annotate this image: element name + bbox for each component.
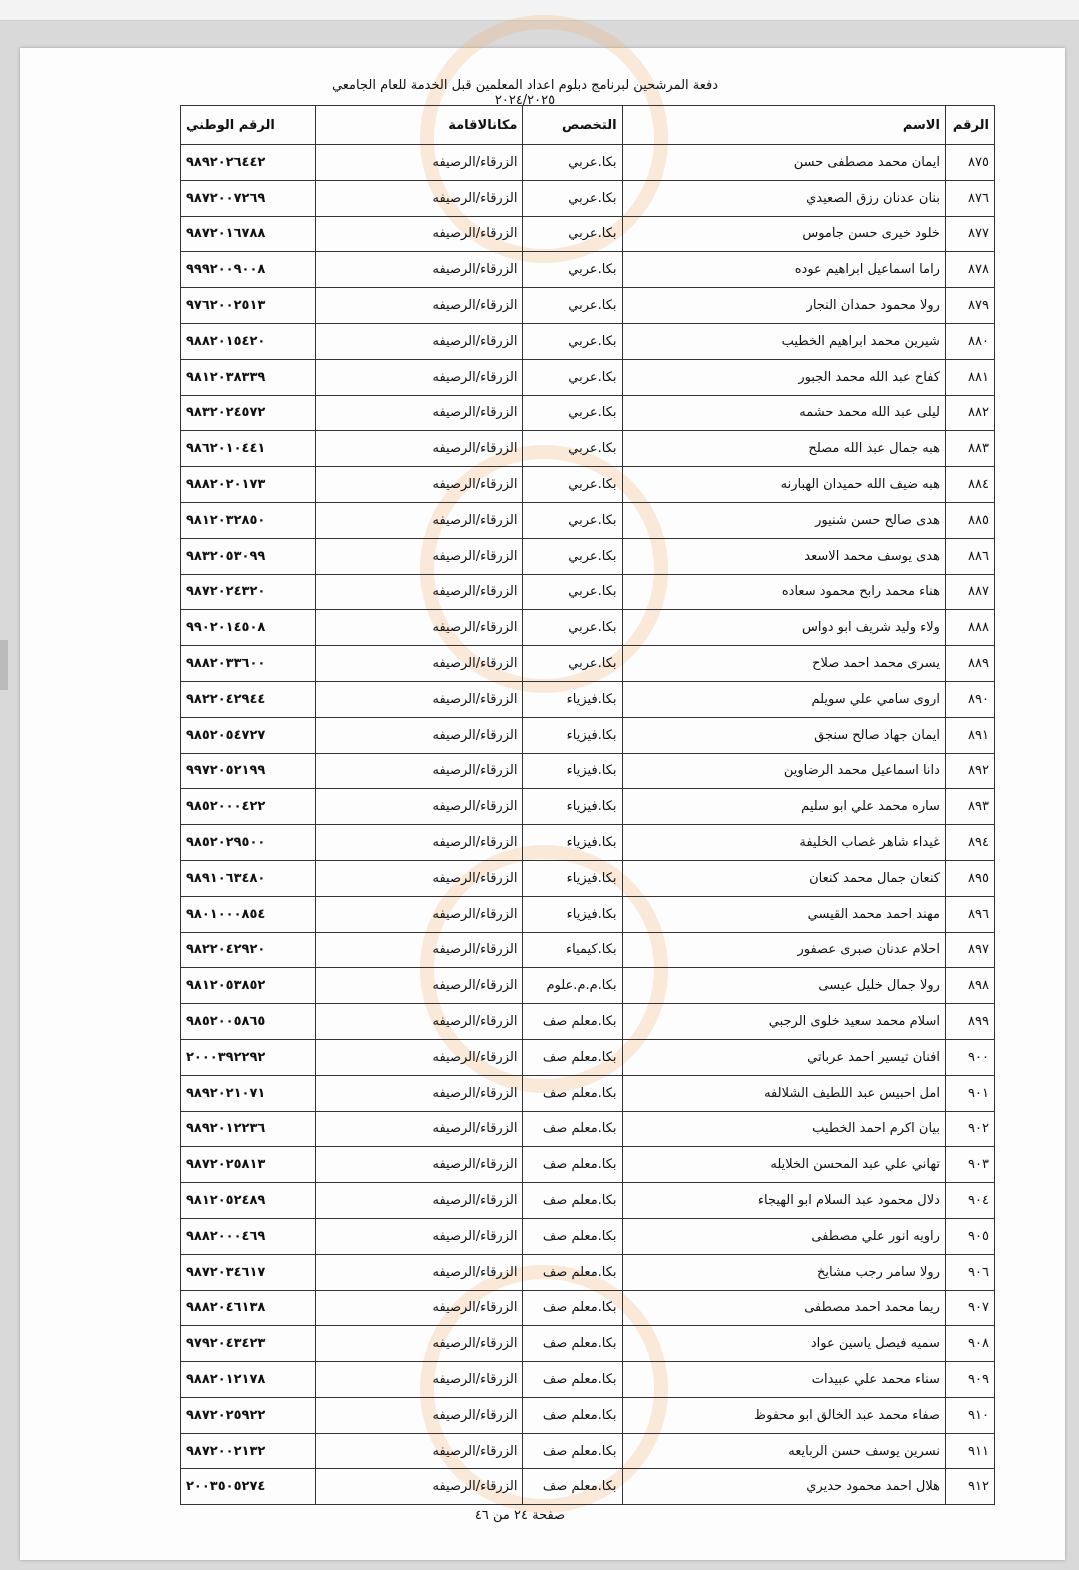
residence: الزرقاء/الرصيفه <box>316 216 523 252</box>
national-id: ٩٨٧٢٠٠٧٢٦٩ <box>181 180 316 216</box>
residence: الزرقاء/الرصيفه <box>316 1326 523 1362</box>
row-number: ٨٧٥ <box>945 145 994 181</box>
national-id: ٩٩٩٢٠٠٩٠٠٨ <box>181 252 316 288</box>
row-number: ٩٠٢ <box>945 1111 994 1147</box>
table-row <box>181 681 995 717</box>
national-id: ٩٨٨٢٠٠٠٤٦٩ <box>181 1218 316 1254</box>
candidate-name: ريما محمد احمد مصطفى <box>622 1290 945 1326</box>
specialty: بكا.كيمياء <box>523 932 622 968</box>
national-id: ٩٩٧٢٠٥٢١٩٩ <box>181 753 316 789</box>
specialty: بكا.فيزياء <box>523 789 622 825</box>
candidate-name: كفاح عبد الله محمد الجبور <box>622 359 945 395</box>
candidate-name: ايمان محمد مصطفى حسن <box>622 145 945 181</box>
residence: الزرقاء/الرصيفه <box>316 145 523 181</box>
national-id: ٩٨١٢٠٣٢٨٥٠ <box>181 502 316 538</box>
residence: الزرقاء/الرصيفه <box>316 574 523 610</box>
residence: الزرقاء/الرصيفه <box>316 538 523 574</box>
viewer-side-handle[interactable] <box>0 640 8 690</box>
row-number: ٩٠٠ <box>945 1039 994 1075</box>
specialty: بكا.عربي <box>523 288 622 324</box>
table-row <box>181 538 995 574</box>
candidate-name: بنان عدنان رزق الصعيدي <box>622 180 945 216</box>
residence: الزرقاء/الرصيفه <box>316 1111 523 1147</box>
candidate-name: غيداء شاهر غصاب الخليفة <box>622 825 945 861</box>
residence: الزرقاء/الرصيفه <box>316 323 523 359</box>
candidate-name: نسرين يوسف حسن الربايعه <box>622 1433 945 1469</box>
table-row <box>181 1075 995 1111</box>
national-id: ٩٨٩١٠٦٣٤٨٠ <box>181 860 316 896</box>
specialty: بكا.فيزياء <box>523 896 622 932</box>
national-id: ٩٨٩٢٠١٢٢٣٦ <box>181 1111 316 1147</box>
table-row <box>181 1397 995 1433</box>
table-row <box>181 860 995 896</box>
table-row <box>181 717 995 753</box>
table-row <box>181 896 995 932</box>
row-number: ٨٩٣ <box>945 789 994 825</box>
table-row <box>181 1111 995 1147</box>
national-id: ٩٨٢٢٠٤٢٩٢٠ <box>181 932 316 968</box>
candidate-name: اروى سامي علي سويلم <box>622 681 945 717</box>
national-id: ٩٨٨٢٠٤٦١٣٨ <box>181 1290 316 1326</box>
candidates-table <box>180 105 995 1505</box>
table-row <box>181 502 995 538</box>
row-number: ٨٧٨ <box>945 252 994 288</box>
row-number: ٨٩٧ <box>945 932 994 968</box>
specialty: بكا.فيزياء <box>523 753 622 789</box>
row-number: ٨٨٦ <box>945 538 994 574</box>
candidate-name: رولا سامر رجب مشايخ <box>622 1254 945 1290</box>
specialty: بكا.عربي <box>523 180 622 216</box>
candidate-name: ساره محمد علي ابو سليم <box>622 789 945 825</box>
row-number: ٩٠٦ <box>945 1254 994 1290</box>
table-row <box>181 323 995 359</box>
specialty: بكا.عربي <box>523 431 622 467</box>
candidate-name: هدى صالح حسن شنيور <box>622 502 945 538</box>
candidate-name: رولا محمود حمدان النجار <box>622 288 945 324</box>
national-id: ٩٨٧٢٠٢٥٨١٣ <box>181 1147 316 1183</box>
table-row <box>181 574 995 610</box>
candidate-name: راويه انور علي مصطفى <box>622 1218 945 1254</box>
residence: الزرقاء/الرصيفه <box>316 753 523 789</box>
row-number: ٩١٠ <box>945 1397 994 1433</box>
national-id: ٩٨٥٢٠٥٤٧٢٧ <box>181 717 316 753</box>
table-row <box>181 753 995 789</box>
national-id: ٩٨٥٢٠٢٩٥٠٠ <box>181 825 316 861</box>
row-number: ٩٠٥ <box>945 1218 994 1254</box>
residence: الزرقاء/الرصيفه <box>316 1075 523 1111</box>
national-id: ٩٨٨٢٠٢٠١٧٣ <box>181 467 316 503</box>
residence: الزرقاء/الرصيفه <box>316 1183 523 1219</box>
row-number: ٨٧٦ <box>945 180 994 216</box>
table-row <box>181 252 995 288</box>
specialty: بكا.معلم صف <box>523 1290 622 1326</box>
residence: الزرقاء/الرصيفه <box>316 789 523 825</box>
candidate-name: شيرين محمد ابراهيم الخطيب <box>622 323 945 359</box>
specialty: بكا.معلم صف <box>523 1147 622 1183</box>
table-row <box>181 825 995 861</box>
candidate-name: هناء محمد رابح محمود سعاده <box>622 574 945 610</box>
table-row <box>181 1326 995 1362</box>
specialty: بكا.معلم صف <box>523 1397 622 1433</box>
national-id: ٢٠٠٠٣٩٢٢٩٢ <box>181 1039 316 1075</box>
table-row <box>181 610 995 646</box>
specialty: بكا.معلم صف <box>523 1004 622 1040</box>
table-row <box>181 1469 995 1505</box>
specialty: بكا.معلم صف <box>523 1254 622 1290</box>
residence: الزرقاء/الرصيفه <box>316 610 523 646</box>
residence: الزرقاء/الرصيفه <box>316 825 523 861</box>
residence: الزرقاء/الرصيفه <box>316 1004 523 1040</box>
national-id: ٩٨٥٢٠٠٥٨٦٥ <box>181 1004 316 1040</box>
candidate-name: هلال احمد محمود حديري <box>622 1469 945 1505</box>
table-row <box>181 646 995 682</box>
national-id: ٩٨٧٢٠٢٥٩٢٢ <box>181 1397 316 1433</box>
specialty: بكا.عربي <box>523 574 622 610</box>
residence: الزرقاء/الرصيفه <box>316 1469 523 1505</box>
specialty: بكا.معلم صف <box>523 1326 622 1362</box>
specialty: بكا.فيزياء <box>523 681 622 717</box>
national-id: ٩٨٦٢٠١٠٤٤١ <box>181 431 316 467</box>
residence: الزرقاء/الرصيفه <box>316 1290 523 1326</box>
row-number: ٨٩٥ <box>945 860 994 896</box>
table-row <box>181 1147 995 1183</box>
table-row <box>181 359 995 395</box>
table-row <box>181 932 995 968</box>
candidate-name: صفاء محمد عبد الخالق ابو محفوظ <box>622 1397 945 1433</box>
table-row <box>181 1004 995 1040</box>
residence: الزرقاء/الرصيفه <box>316 1397 523 1433</box>
national-id: ٩٨٣٢٠٢٤٥٧٢ <box>181 395 316 431</box>
row-number: ٩١١ <box>945 1433 994 1469</box>
candidate-name: بيان اكرم احمد الخطيب <box>622 1111 945 1147</box>
national-id: ٩٨١٢٠٥٣٨٥٢ <box>181 968 316 1004</box>
candidate-name: تهاني علي عبد المحسن الخلايله <box>622 1147 945 1183</box>
table-row <box>181 216 995 252</box>
specialty: بكا.معلم صف <box>523 1039 622 1075</box>
specialty: بكا.عربي <box>523 395 622 431</box>
national-id: ٩٨٨٢٠١٢١٧٨ <box>181 1362 316 1398</box>
national-id: ٩٧٦٢٠٠٢٥١٣ <box>181 288 316 324</box>
row-number: ٨٩٤ <box>945 825 994 861</box>
candidate-name: دانا اسماعيل محمد الرضاوين <box>622 753 945 789</box>
national-id: ٩٨٧٢٠١٦٧٨٨ <box>181 216 316 252</box>
row-number: ٨٨٨ <box>945 610 994 646</box>
header-number: الرقم <box>945 106 994 145</box>
row-number: ٨٧٩ <box>945 288 994 324</box>
national-id: ٩٨٩٢٠٢١٠٧١ <box>181 1075 316 1111</box>
candidate-name: يسرى محمد احمد صلاح <box>622 646 945 682</box>
national-id: ٩٨٨٢٠٣٣٦٠٠ <box>181 646 316 682</box>
specialty: بكا.عربي <box>523 502 622 538</box>
specialty: بكا.م.م.علوم <box>523 968 622 1004</box>
table-header-row <box>181 106 995 145</box>
candidate-name: هبه جمال عبد الله مصلح <box>622 431 945 467</box>
residence: الزرقاء/الرصيفه <box>316 1039 523 1075</box>
residence: الزرقاء/الرصيفه <box>316 860 523 896</box>
candidate-name: دلال محمود عبد السلام ابو الهيجاء <box>622 1183 945 1219</box>
row-number: ٨٩٨ <box>945 968 994 1004</box>
table-row <box>181 1433 995 1469</box>
national-id: ٩٨٠١٠٠٠٨٥٤ <box>181 896 316 932</box>
national-id: ٩٨٧٢٠٠٢١٣٢ <box>181 1433 316 1469</box>
row-number: ٨٩١ <box>945 717 994 753</box>
specialty: بكا.عربي <box>523 359 622 395</box>
row-number: ٨٨٢ <box>945 395 994 431</box>
candidate-name: ليلى عبد الله محمد حشمه <box>622 395 945 431</box>
residence: الزرقاء/الرصيفه <box>316 288 523 324</box>
national-id: ٩٩٠٢٠١٤٥٠٨ <box>181 610 316 646</box>
candidate-name: كنعان جمال محمد كنعان <box>622 860 945 896</box>
national-id: ٩٨١٢٠٥٢٤٨٩ <box>181 1183 316 1219</box>
row-number: ٩٠٣ <box>945 1147 994 1183</box>
row-number: ٩٠٨ <box>945 1326 994 1362</box>
national-id: ٩٨١٢٠٣٨٣٣٩ <box>181 359 316 395</box>
row-number: ٩٠٩ <box>945 1362 994 1398</box>
row-number: ٨٨١ <box>945 359 994 395</box>
national-id: ٩٧٩٢٠٤٣٤٢٣ <box>181 1326 316 1362</box>
specialty: بكا.عربي <box>523 216 622 252</box>
table-row <box>181 1290 995 1326</box>
table-row <box>181 968 995 1004</box>
specialty: بكا.معلم صف <box>523 1075 622 1111</box>
row-number: ٨٩٩ <box>945 1004 994 1040</box>
table-row <box>181 1039 995 1075</box>
row-number: ٨٧٧ <box>945 216 994 252</box>
row-number: ٩٠٧ <box>945 1290 994 1326</box>
national-id: ٩٨٩٢٠٢٦٤٤٢ <box>181 145 316 181</box>
page-number: صفحة ٢٤ من ٤٦ <box>474 1508 566 1523</box>
row-number: ٨٨٣ <box>945 431 994 467</box>
specialty: بكا.عربي <box>523 610 622 646</box>
specialty: بكا.عربي <box>523 467 622 503</box>
row-number: ٨٩٦ <box>945 896 994 932</box>
residence: الزرقاء/الرصيفه <box>316 717 523 753</box>
residence: الزرقاء/الرصيفه <box>316 968 523 1004</box>
document-title: دفعة المرشحين لبرنامج دبلوم اعداد المعلمين قبل الخدمة للعام الجامعي ٢٠٢٤/٢٠٢٥ <box>331 78 719 108</box>
residence: الزرقاء/الرصيفه <box>316 1362 523 1398</box>
specialty: بكا.فيزياء <box>523 825 622 861</box>
table-row <box>181 431 995 467</box>
residence: الزرقاء/الرصيفه <box>316 252 523 288</box>
specialty: بكا.معلم صف <box>523 1183 622 1219</box>
candidate-name: امل احبيس عبد اللطيف الشلالفه <box>622 1075 945 1111</box>
table-row <box>181 1183 995 1219</box>
table-row <box>181 145 995 181</box>
specialty: بكا.عربي <box>523 323 622 359</box>
row-number: ٨٨٠ <box>945 323 994 359</box>
row-number: ٨٩٢ <box>945 753 994 789</box>
row-number: ٨٨٤ <box>945 467 994 503</box>
residence: الزرقاء/الرصيفه <box>316 646 523 682</box>
candidate-name: رولا جمال خليل عيسى <box>622 968 945 1004</box>
candidate-name: افنان تيسير احمد عرباتي <box>622 1039 945 1075</box>
table-row <box>181 467 995 503</box>
national-id: ٩٨٧٢٠٣٤٦١٧ <box>181 1254 316 1290</box>
candidate-name: ايمان جهاد صالح سنجق <box>622 717 945 753</box>
national-id: ٩٨٥٢٠٠٠٤٢٢ <box>181 789 316 825</box>
header-residence: مكانالاقامة <box>316 106 523 145</box>
national-id: ٩٨٨٢٠١٥٤٢٠ <box>181 323 316 359</box>
residence: الزرقاء/الرصيفه <box>316 932 523 968</box>
table-row <box>181 1218 995 1254</box>
residence: الزرقاء/الرصيفه <box>316 1218 523 1254</box>
row-number: ٨٨٧ <box>945 574 994 610</box>
candidate-name: سميه فيصل ياسين عواد <box>622 1326 945 1362</box>
specialty: بكا.معلم صف <box>523 1433 622 1469</box>
header-specialty: التخصص <box>523 106 622 145</box>
residence: الزرقاء/الرصيفه <box>316 1433 523 1469</box>
row-number: ٩١٢ <box>945 1469 994 1505</box>
header-name: الاسم <box>622 106 945 145</box>
residence: الزرقاء/الرصيفه <box>316 180 523 216</box>
residence: الزرقاء/الرصيفه <box>316 1254 523 1290</box>
specialty: بكا.فيزياء <box>523 717 622 753</box>
national-id: ٢٠٠٣٥٠٥٢٧٤ <box>181 1469 316 1505</box>
candidate-name: هدى يوسف محمد الاسعد <box>622 538 945 574</box>
candidate-name: سناء محمد علي عبيدات <box>622 1362 945 1398</box>
specialty: بكا.معلم صف <box>523 1469 622 1505</box>
candidate-name: ولاء وليد شريف ابو دواس <box>622 610 945 646</box>
residence: الزرقاء/الرصيفه <box>316 395 523 431</box>
table-row <box>181 180 995 216</box>
residence: الزرقاء/الرصيفه <box>316 431 523 467</box>
specialty: بكا.عربي <box>523 646 622 682</box>
candidate-name: راما اسماعيل ابراهيم عوده <box>622 252 945 288</box>
candidate-name: خلود خيرى حسن جاموس <box>622 216 945 252</box>
residence: الزرقاء/الرصيفه <box>316 1147 523 1183</box>
header-national-id: الرقم الوطني <box>181 106 316 145</box>
table-row <box>181 288 995 324</box>
specialty: بكا.عربي <box>523 145 622 181</box>
national-id: ٩٨٧٢٠٢٤٣٢٠ <box>181 574 316 610</box>
row-number: ٨٨٥ <box>945 502 994 538</box>
candidate-name: هبه ضيف الله حميدان الهبارنه <box>622 467 945 503</box>
residence: الزرقاء/الرصيفه <box>316 502 523 538</box>
specialty: بكا.معلم صف <box>523 1218 622 1254</box>
row-number: ٨٨٩ <box>945 646 994 682</box>
national-id: ٩٨٣٢٠٥٣٠٩٩ <box>181 538 316 574</box>
row-number: ٩٠١ <box>945 1075 994 1111</box>
candidate-name: اسلام محمد سعيد خلوى الرجبي <box>622 1004 945 1040</box>
row-number: ٩٠٤ <box>945 1183 994 1219</box>
candidate-name: مهند احمد محمد القيسي <box>622 896 945 932</box>
specialty: بكا.عربي <box>523 538 622 574</box>
specialty: بكا.معلم صف <box>523 1362 622 1398</box>
residence: الزرقاء/الرصيفه <box>316 681 523 717</box>
table-row <box>181 1362 995 1398</box>
specialty: بكا.معلم صف <box>523 1111 622 1147</box>
table-row <box>181 1254 995 1290</box>
specialty: بكا.عربي <box>523 252 622 288</box>
viewer-top-bar <box>0 0 1079 21</box>
residence: الزرقاء/الرصيفه <box>316 359 523 395</box>
row-number: ٨٩٠ <box>945 681 994 717</box>
residence: الزرقاء/الرصيفه <box>316 896 523 932</box>
specialty: بكا.فيزياء <box>523 860 622 896</box>
candidate-name: احلام عدنان صبرى عصفور <box>622 932 945 968</box>
table-row <box>181 395 995 431</box>
table-row <box>181 789 995 825</box>
residence: الزرقاء/الرصيفه <box>316 467 523 503</box>
national-id: ٩٨٢٢٠٤٢٩٤٤ <box>181 681 316 717</box>
